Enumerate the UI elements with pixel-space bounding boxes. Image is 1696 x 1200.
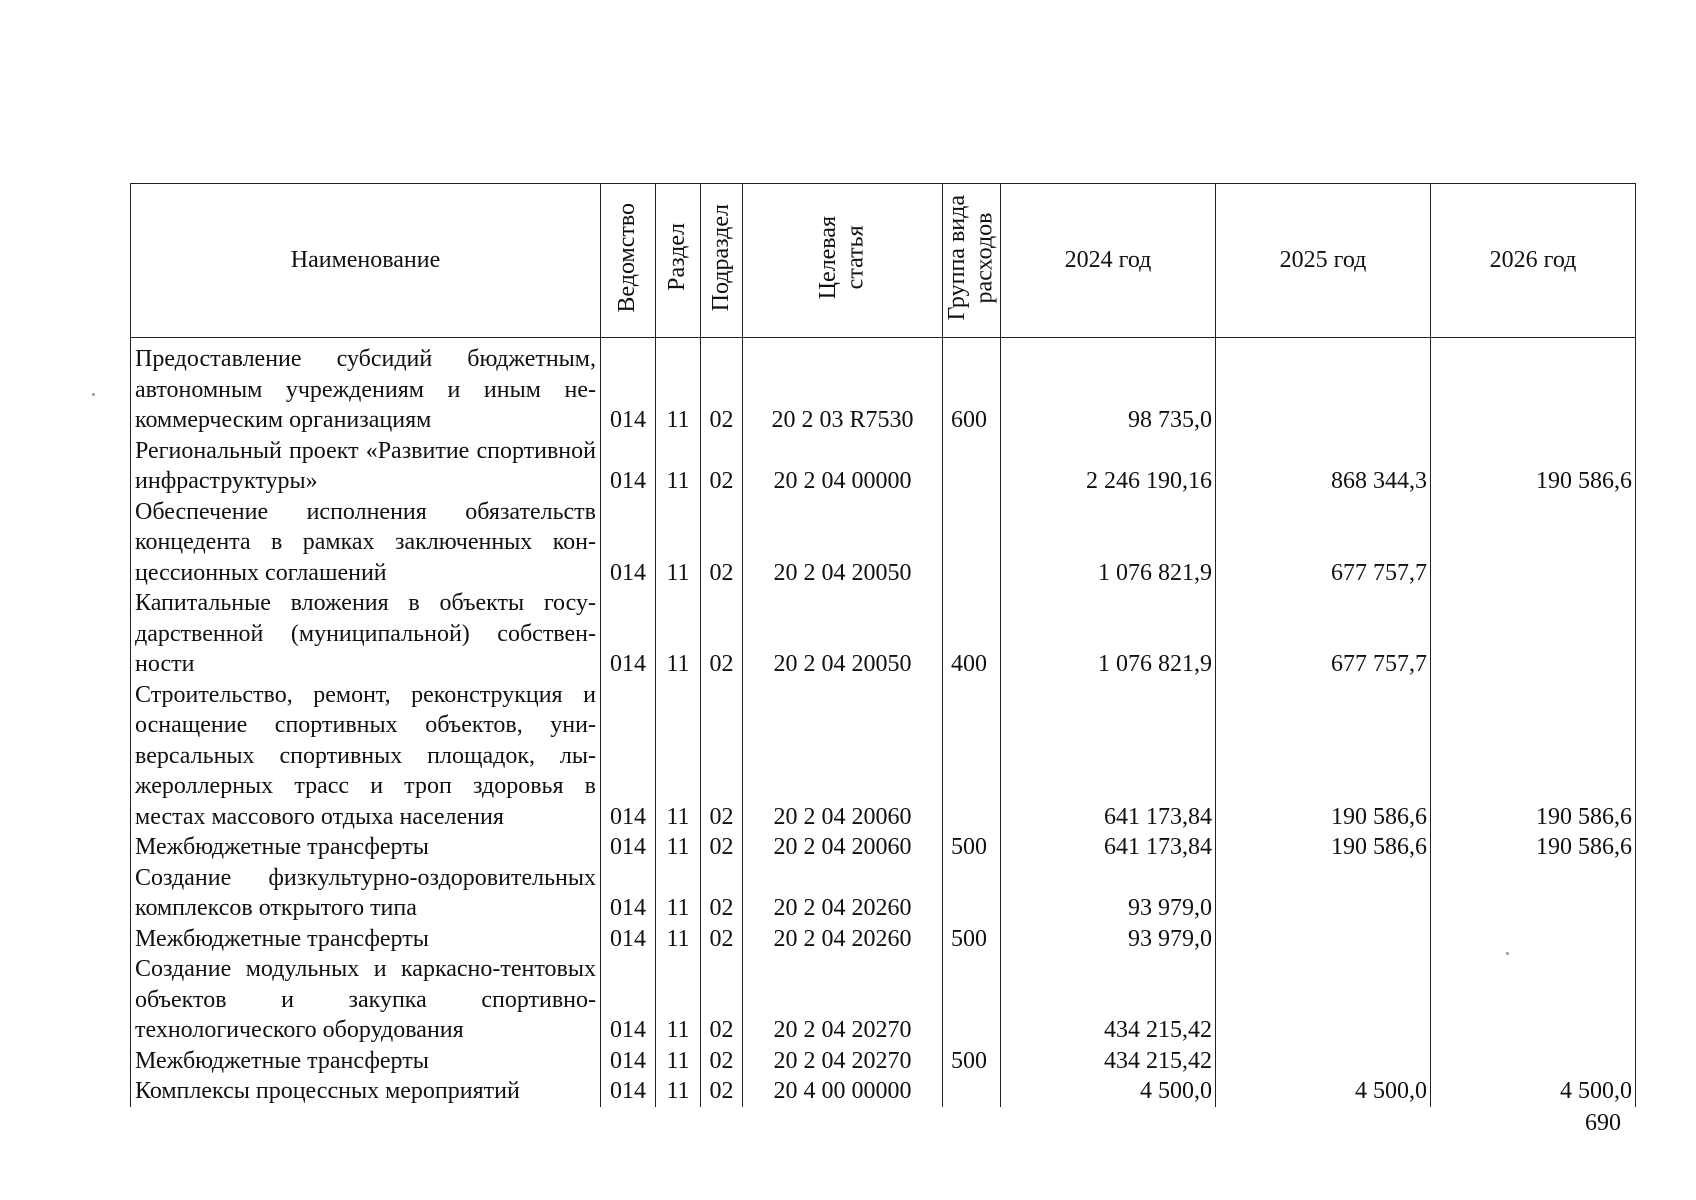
cell-2026: 190 586,6 <box>1431 832 1636 863</box>
cell-razdel: 11 <box>656 588 701 680</box>
table-row <box>131 1046 1636 1077</box>
cell-2025 <box>1216 954 1431 1046</box>
cell-razdel: 11 <box>656 924 701 955</box>
cell-razdel: 11 <box>656 344 701 436</box>
cell-2026 <box>1431 863 1636 924</box>
cell-celevaya-statya: 20 2 04 20270 <box>743 1046 943 1077</box>
cell-2024: 93 979,0 <box>1001 863 1216 924</box>
cell-vedomstvo: 014 <box>601 436 656 497</box>
cell-name: Создание модульных и каркасно-тентовых объектов и закупка спортивно-технологического оборудования <box>131 954 601 1046</box>
cell-podrazdel: 02 <box>701 344 743 436</box>
cell-name: Обеспечение исполнения обязательств концедента в рамках заключенных концессионных соглашений <box>131 497 601 589</box>
table-row <box>131 924 1636 955</box>
cell-podrazdel: 02 <box>701 924 743 955</box>
cell-2024: 2 246 190,16 <box>1001 436 1216 497</box>
cell-vedomstvo: 014 <box>601 588 656 680</box>
cell-vedomstvo: 014 <box>601 1076 656 1107</box>
table-row <box>131 1076 1636 1107</box>
cell-2025: 190 586,6 <box>1216 680 1431 833</box>
cell-gruppa <box>943 1076 1001 1107</box>
cell-2025: 868 344,3 <box>1216 436 1431 497</box>
header-podrazdel: Подраздел <box>701 184 743 338</box>
cell-name: Строительство, ремонт, реконструкция и оснащение спортивных объектов, универсальных спортивных площадок, лыжероллерных трасс и троп здоровья в местах массового отдыха населения <box>131 680 601 833</box>
cell-razdel: 11 <box>656 832 701 863</box>
cell-2025: 4 500,0 <box>1216 1076 1431 1107</box>
table-row <box>131 863 1636 924</box>
cell-vedomstvo: 014 <box>601 863 656 924</box>
cell-celevaya-statya: 20 2 04 00000 <box>743 436 943 497</box>
cell-vedomstvo: 014 <box>601 832 656 863</box>
cell-2024: 434 215,42 <box>1001 1046 1216 1077</box>
cell-name: Региональный проект «Развитие спортивной инфраструктуры» <box>131 436 601 497</box>
cell-celevaya-statya: 20 2 03 R7530 <box>743 344 943 436</box>
table-header-row <box>131 184 1636 338</box>
cell-2024: 98 735,0 <box>1001 344 1216 436</box>
cell-gruppa: 500 <box>943 1046 1001 1077</box>
cell-gruppa: 500 <box>943 924 1001 955</box>
cell-gruppa <box>943 863 1001 924</box>
cell-vedomstvo: 014 <box>601 924 656 955</box>
cell-2026: 190 586,6 <box>1431 680 1636 833</box>
header-gruppa-vida-rashodov: Группа вида расходов <box>943 184 1001 338</box>
cell-gruppa <box>943 680 1001 833</box>
cell-2025 <box>1216 344 1431 436</box>
cell-2024: 434 215,42 <box>1001 954 1216 1046</box>
cell-razdel: 11 <box>656 497 701 589</box>
cell-2024: 641 173,84 <box>1001 832 1216 863</box>
cell-2026 <box>1431 344 1636 436</box>
cell-gruppa: 400 <box>943 588 1001 680</box>
cell-gruppa: 600 <box>943 344 1001 436</box>
cell-name: Предоставление субсидий бюджетным, автономным учреждениям и иным некоммерческим организациям <box>131 344 601 436</box>
cell-2026: 190 586,6 <box>1431 436 1636 497</box>
cell-podrazdel: 02 <box>701 863 743 924</box>
cell-2026 <box>1431 924 1636 955</box>
cell-name: Межбюджетные трансферты <box>131 1046 601 1077</box>
table-row <box>131 344 1636 436</box>
cell-name: Межбюджетные трансферты <box>131 924 601 955</box>
cell-name: Комплексы процессных мероприятий <box>131 1076 601 1107</box>
cell-podrazdel: 02 <box>701 832 743 863</box>
cell-2025 <box>1216 1046 1431 1077</box>
scan-speck <box>92 393 95 396</box>
table-row <box>131 497 1636 589</box>
cell-name: Создание физкультурно-оздоровительных комплексов открытого типа <box>131 863 601 924</box>
header-2025: 2025 год <box>1216 184 1431 338</box>
table-row <box>131 832 1636 863</box>
header-vedomstvo: Ведомство <box>601 184 656 338</box>
cell-2025 <box>1216 863 1431 924</box>
cell-podrazdel: 02 <box>701 497 743 589</box>
cell-razdel: 11 <box>656 954 701 1046</box>
header-2026: 2026 год <box>1431 184 1636 338</box>
cell-2025 <box>1216 924 1431 955</box>
cell-name: Межбюджетные трансферты <box>131 832 601 863</box>
header-celevaya-statya: Целевая статья <box>743 184 943 338</box>
table-row <box>131 436 1636 497</box>
table-row <box>131 588 1636 680</box>
header-razdel: Раздел <box>656 184 701 338</box>
cell-vedomstvo: 014 <box>601 954 656 1046</box>
cell-vedomstvo: 014 <box>601 344 656 436</box>
header-name: Наименование <box>131 184 601 338</box>
cell-name: Капитальные вложения в объекты государственной (муниципальной) собственности <box>131 588 601 680</box>
cell-celevaya-statya: 20 2 04 20050 <box>743 588 943 680</box>
cell-gruppa <box>943 954 1001 1046</box>
cell-2026: 4 500,0 <box>1431 1076 1636 1107</box>
cell-razdel: 11 <box>656 1046 701 1077</box>
budget-table <box>130 183 1636 1107</box>
table-row <box>131 954 1636 1046</box>
cell-2026 <box>1431 954 1636 1046</box>
header-2024: 2024 год <box>1001 184 1216 338</box>
cell-2024: 641 173,84 <box>1001 680 1216 833</box>
cell-gruppa <box>943 497 1001 589</box>
cell-2026 <box>1431 497 1636 589</box>
cell-2026 <box>1431 588 1636 680</box>
cell-podrazdel: 02 <box>701 588 743 680</box>
cell-vedomstvo: 014 <box>601 680 656 833</box>
cell-gruppa: 500 <box>943 832 1001 863</box>
cell-2024: 4 500,0 <box>1001 1076 1216 1107</box>
page-number: 690 <box>1585 1110 1621 1136</box>
cell-2026 <box>1431 1046 1636 1077</box>
cell-gruppa <box>943 436 1001 497</box>
cell-podrazdel: 02 <box>701 954 743 1046</box>
cell-2024: 1 076 821,9 <box>1001 588 1216 680</box>
cell-celevaya-statya: 20 2 04 20260 <box>743 863 943 924</box>
cell-vedomstvo: 014 <box>601 1046 656 1077</box>
cell-2024: 1 076 821,9 <box>1001 497 1216 589</box>
cell-razdel: 11 <box>656 680 701 833</box>
cell-podrazdel: 02 <box>701 1076 743 1107</box>
cell-podrazdel: 02 <box>701 436 743 497</box>
cell-podrazdel: 02 <box>701 680 743 833</box>
cell-celevaya-statya: 20 2 04 20260 <box>743 924 943 955</box>
cell-celevaya-statya: 20 2 04 20060 <box>743 832 943 863</box>
cell-razdel: 11 <box>656 436 701 497</box>
cell-vedomstvo: 014 <box>601 497 656 589</box>
cell-razdel: 11 <box>656 1076 701 1107</box>
cell-podrazdel: 02 <box>701 1046 743 1077</box>
cell-2025: 190 586,6 <box>1216 832 1431 863</box>
table-row <box>131 680 1636 833</box>
cell-celevaya-statya: 20 2 04 20060 <box>743 680 943 833</box>
cell-2024: 93 979,0 <box>1001 924 1216 955</box>
scan-speck <box>1506 952 1509 955</box>
cell-2025: 677 757,7 <box>1216 497 1431 589</box>
cell-celevaya-statya: 20 2 04 20270 <box>743 954 943 1046</box>
cell-celevaya-statya: 20 2 04 20050 <box>743 497 943 589</box>
cell-2025: 677 757,7 <box>1216 588 1431 680</box>
cell-celevaya-statya: 20 4 00 00000 <box>743 1076 943 1107</box>
cell-razdel: 11 <box>656 863 701 924</box>
